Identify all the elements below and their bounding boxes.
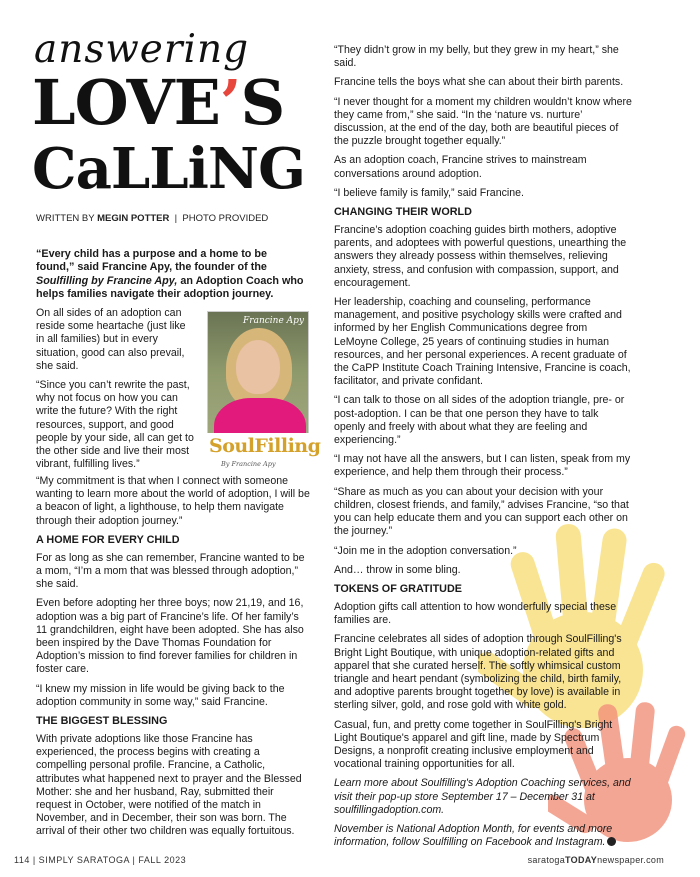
lead-part-2: an Adoption Coach who helps families navigate their adoption journey. [36, 274, 304, 300]
paragraph-italic [334, 777, 632, 817]
section-heading: TOKENS OF GRATITUDE [334, 582, 462, 595]
byline [36, 213, 326, 224]
headline-s: S [240, 66, 285, 139]
headline-apostrophe: ’ [219, 66, 241, 139]
soulfilling-logo [207, 433, 321, 477]
lead-paragraph [36, 248, 308, 301]
logo-text: SoulFilling [209, 435, 321, 457]
left-column [36, 475, 310, 845]
paragraph: “They didn’t grow in my belly, but they grew in my heart,” she said. [334, 44, 619, 70]
byline-photo-credit: PHOTO PROVIDED [182, 213, 269, 224]
section-heading: CHANGING THEIR WORLD [334, 206, 472, 219]
paragraph: Francine celebrates all sides of adoption through SoulFilling's Bright Light Boutique, with unique adoption-related gifts and apparel that she curated herself. The softly whimsical custom triangle and heart pendant (symbolizing the child, birth family, and adoptive parents brought together by love) is available in sterling silver, gold, and rose gold with white gold. [334, 633, 622, 712]
byline-author: MEGIN POTTER [97, 213, 170, 224]
november-text: November is National Adoption Month, for events and more information, follow Soulfilling on Facebook and Instagram. [334, 822, 613, 849]
photo-caption: Francine Apy [243, 316, 304, 326]
paragraph: “Share as much as you can about your decision with your children, closest friends, and family,” advises Francine, “so that you can help educate them and you can support each other on the journey.” [334, 485, 629, 538]
lead-brand: Soulfilling by Francine Apy, [36, 274, 178, 287]
photo-face [236, 340, 280, 394]
paragraph: For as long as she can remember, Francine wanted to be a mom, “I’m a mom that was blessed through adoption,” she said. [36, 551, 305, 591]
byline-separator: | [174, 213, 178, 224]
headline-love: LOVE [32, 66, 220, 139]
headline-line-2 [32, 66, 312, 139]
paragraph: Francine’s adoption coaching guides birth mothers, adoptive parents, and adoptees with powerful questions, unearthing the answers they already possess within themselves, relieving anxiety, stress, and confusion with compassion, support, and encouragement. [334, 224, 627, 289]
learn-more-text: Learn more about Soulfilling's Adoption Coaching services, and visit their pop-up store September 17 – December 31 at soulfillingadoption.com. [334, 777, 631, 816]
logo-signature: By Francine Apy [221, 460, 276, 468]
section-heading: A HOME FOR EVERY CHILD [36, 533, 180, 546]
footer-site-bold: TODAY [565, 855, 598, 865]
paragraph: “Since you can’t rewrite the past, why not focus on how you can write the future? With the right resources, support, and good people by your side, all can get to the other side and live their most vibrant, fulfilling lives.” [36, 379, 194, 471]
paragraph: “I may not have all the answers, but I can listen, speak from my experience, and help them through their process.” [334, 453, 631, 479]
paragraph-italic [334, 823, 632, 849]
paragraph: Adoption gifts call attention to how wonderfully special these families are. [334, 600, 617, 627]
paragraph: On all sides of an adoption can reside some heartache (just like in all families) but in every situation, good can also prevail, she said. [36, 307, 186, 372]
paragraph: Casual, fun, and pretty come together in SoulFilling's Bright Light Boutique's apparel and gift line, made by Spectrum Designs, a nonprofit creating inclusive employment and vocational training opportunities for all. [334, 718, 613, 771]
paragraph: And… throw in some bling. [334, 563, 461, 576]
footer-site-prefix: saratoga [527, 855, 566, 865]
end-mark-icon [607, 837, 616, 846]
paragraph: “I knew my mission in life would be giving back to the adoption community in some way,” said Francine. [36, 682, 285, 708]
paragraph: “I can talk to those on all sides of the adoption triangle, pre- or post-adoption. I can be that one person they have to talk openly and freely with about what they are feeling and experiencing.” [334, 394, 625, 447]
paragraph: As an adoption coach, Francine strives to mainstream conversations around adoption. [334, 154, 587, 180]
footer-site-suffix: newspaper.com [597, 855, 664, 865]
paragraph: With private adoptions like those Francine has experienced, the process begins with creating a compelling personal profile. Francine, a Catholic, attributes what happened next to prayer and the Blessed Mother: she and her husband, Ray, submitted their request in October, were notified of the match in November, and in December, their son was born. The arrival of their other two children was equally fortuitous. [36, 733, 302, 838]
footer-website [528, 855, 664, 865]
paragraph: “My commitment is that when I connect with someone wanting to learn more about the world of adoption, I will be a beacon of light, a lighthouse, to help them navigate through their adoption journey.” [36, 475, 310, 527]
footer-page-info: 114 | SIMPLY SARATOGA | FALL 2023 [14, 855, 187, 865]
paragraph: “I believe family is family,” said Francine. [334, 186, 524, 199]
right-column [334, 44, 632, 855]
headline-kicker: answering [34, 27, 250, 72]
headline-line-3: CaLLiNG [32, 136, 305, 202]
wrapped-text [36, 307, 196, 477]
paragraph: “Join me in the adoption conversation.” [334, 544, 517, 557]
paragraph: Her leadership, coaching and counseling, performance management, and positive psychology skills were crafted and informed by her English Communications degree from LeMoyne College, 25 years of continuing studies in human resources, and her personal experiences. A recent graduate of the CaPP Institute Coach Training Intensive, Francine is coach, facilitator, and private confidant. [334, 296, 631, 388]
lead-part-1: “Every child has a purpose and a home to be found,” said Francine Apy, the founder of the [36, 248, 267, 274]
byline-written-by: WRITTEN BY [36, 213, 95, 224]
paragraph: “I never thought for a moment my children wouldn’t know where they came from,” she said. “In the ‘nature vs. nurture’ discussion, at the end of the day, both are beautiful pieces of the puzzle brought together equally.” [334, 95, 632, 148]
paragraph: Even before adopting her three boys; now 21,19, and 16, adoption was a big part of Francine’s life. Of her family’s 11 grandchildren, eight have been adopted. She has also been inspired by the Dave Thomas Foundation for Adoption’s mission to find forever families for children in foster care. [36, 597, 304, 676]
section-heading: THE BIGGEST BLESSING [36, 715, 168, 728]
paragraph: Francine tells the boys what she can about their birth parents. [334, 76, 624, 89]
